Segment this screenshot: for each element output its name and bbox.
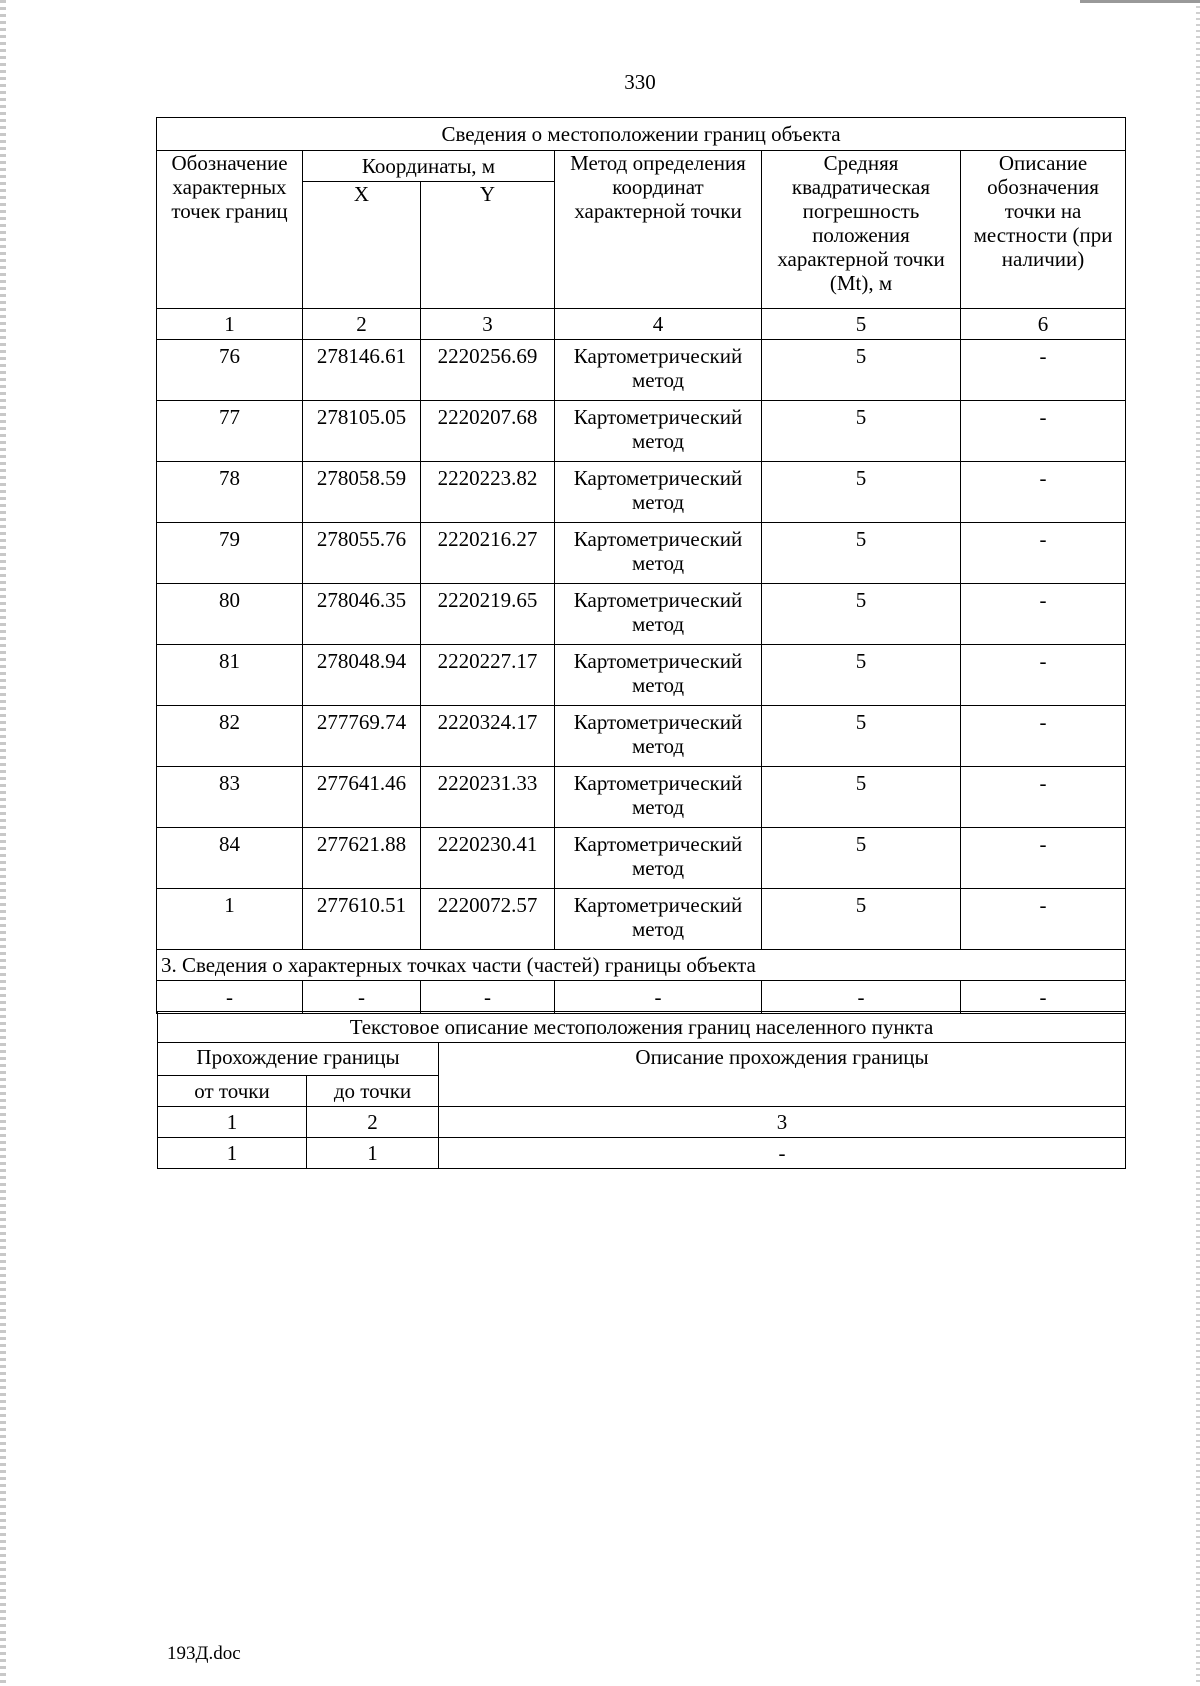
table-row	[157, 462, 1126, 523]
section3-cell: -	[421, 981, 555, 1014]
section3-cell: -	[555, 981, 762, 1014]
error-cell: 5	[762, 706, 961, 767]
x-cell: 278055.76	[303, 523, 421, 584]
point-cell: 79	[157, 523, 303, 584]
method-cell: Картометрический метод	[555, 584, 762, 645]
column-number: 4	[555, 309, 762, 340]
point-cell: 84	[157, 828, 303, 889]
y-cell: 2220219.65	[421, 584, 555, 645]
point-cell: 76	[157, 340, 303, 401]
description-cell: -	[961, 706, 1126, 767]
to-point-header: до точки	[307, 1076, 439, 1107]
table-row	[157, 584, 1126, 645]
description-cell: -	[439, 1138, 1126, 1169]
point-cell: 82	[157, 706, 303, 767]
table-row	[157, 401, 1126, 462]
y-cell: 2220207.68	[421, 401, 555, 462]
point-cell: 80	[157, 584, 303, 645]
header-x: X	[303, 182, 421, 309]
column-number: 2	[303, 309, 421, 340]
y-cell: 2220256.69	[421, 340, 555, 401]
section3-cell: -	[157, 981, 303, 1014]
table-row	[157, 706, 1126, 767]
header-description: Описание обозначения точки на местности (при наличии)	[961, 151, 1126, 309]
method-cell: Картометрический метод	[555, 645, 762, 706]
method-cell: Картометрический метод	[555, 889, 762, 950]
error-cell: 5	[762, 828, 961, 889]
column-number-row	[158, 1107, 1126, 1138]
method-cell: Картометрический метод	[555, 767, 762, 828]
column-number: 2	[307, 1107, 439, 1138]
x-cell: 277621.88	[303, 828, 421, 889]
y-cell: 2220072.57	[421, 889, 555, 950]
page-number: 330	[624, 70, 656, 94]
x-cell: 278146.61	[303, 340, 421, 401]
column-number: 3	[421, 309, 555, 340]
method-cell: Картометрический метод	[555, 706, 762, 767]
section3-cell: -	[961, 981, 1126, 1014]
x-cell: 277610.51	[303, 889, 421, 950]
boundary-points-table	[156, 117, 1126, 1014]
error-cell: 5	[762, 584, 961, 645]
x-cell: 277769.74	[303, 706, 421, 767]
description-cell: -	[961, 828, 1126, 889]
header-method: Метод определения координат характерной точки	[555, 151, 762, 309]
y-cell: 2220230.41	[421, 828, 555, 889]
error-cell: 5	[762, 401, 961, 462]
text-table-title: Текстовое описание местоположения границ населенного пункта	[158, 1012, 1126, 1043]
column-number: 1	[157, 309, 303, 340]
passage-header: Прохождение границы	[158, 1043, 439, 1076]
column-number-row	[157, 309, 1126, 340]
scan-edge-right	[1196, 0, 1200, 1686]
point-cell: 1	[157, 889, 303, 950]
x-cell: 278048.94	[303, 645, 421, 706]
description-cell: -	[961, 767, 1126, 828]
error-cell: 5	[762, 462, 961, 523]
text-description-table	[157, 1011, 1126, 1169]
table-row	[157, 645, 1126, 706]
x-cell: 278046.35	[303, 584, 421, 645]
scan-edge-left	[0, 0, 6, 1686]
table-row	[158, 1138, 1126, 1169]
method-cell: Картометрический метод	[555, 828, 762, 889]
point-cell: 77	[157, 401, 303, 462]
x-cell: 277641.46	[303, 767, 421, 828]
header-error: Средняя квадратическая погрешность положения характерной точки (Mt), м	[762, 151, 961, 309]
point-cell: 78	[157, 462, 303, 523]
description-cell: -	[961, 401, 1126, 462]
y-cell: 2220227.17	[421, 645, 555, 706]
error-cell: 5	[762, 767, 961, 828]
header-point-designation: Обозначение характерных точек границ	[157, 151, 303, 309]
error-cell: 5	[762, 523, 961, 584]
table-row	[157, 828, 1126, 889]
y-cell: 2220324.17	[421, 706, 555, 767]
scan-edge-top	[1080, 0, 1200, 3]
description-header: Описание прохождения границы	[439, 1043, 1126, 1107]
header-y: Y	[421, 182, 555, 309]
document-filename: 193Д.doc	[167, 1643, 241, 1664]
description-cell: -	[961, 462, 1126, 523]
column-number: 6	[961, 309, 1126, 340]
table-title: Сведения о местоположении границ объекта	[157, 118, 1126, 151]
header-coordinates: Координаты, м	[303, 151, 555, 182]
description-cell: -	[961, 584, 1126, 645]
x-cell: 278105.05	[303, 401, 421, 462]
description-cell: -	[961, 889, 1126, 950]
error-cell: 5	[762, 340, 961, 401]
section3-cell: -	[762, 981, 961, 1014]
column-number: 3	[439, 1107, 1126, 1138]
y-cell: 2220223.82	[421, 462, 555, 523]
point-cell: 81	[157, 645, 303, 706]
method-cell: Картометрический метод	[555, 401, 762, 462]
error-cell: 5	[762, 645, 961, 706]
to-cell: 1	[307, 1138, 439, 1169]
table-row	[157, 340, 1126, 401]
method-cell: Картометрический метод	[555, 340, 762, 401]
from-cell: 1	[158, 1138, 307, 1169]
point-cell: 83	[157, 767, 303, 828]
description-cell: -	[961, 523, 1126, 584]
section3-cell: -	[303, 981, 421, 1014]
x-cell: 278058.59	[303, 462, 421, 523]
from-point-header: от точки	[158, 1076, 307, 1107]
y-cell: 2220231.33	[421, 767, 555, 828]
column-number: 1	[158, 1107, 307, 1138]
y-cell: 2220216.27	[421, 523, 555, 584]
table-row	[157, 523, 1126, 584]
method-cell: Картометрический метод	[555, 462, 762, 523]
table-row	[157, 889, 1126, 950]
description-cell: -	[961, 340, 1126, 401]
section3-title: 3. Сведения о характерных точках части (частей) границы объекта	[157, 950, 1126, 981]
description-cell: -	[961, 645, 1126, 706]
table-row	[157, 767, 1126, 828]
error-cell: 5	[762, 889, 961, 950]
column-number: 5	[762, 309, 961, 340]
section3-row	[157, 981, 1126, 1014]
method-cell: Картометрический метод	[555, 523, 762, 584]
